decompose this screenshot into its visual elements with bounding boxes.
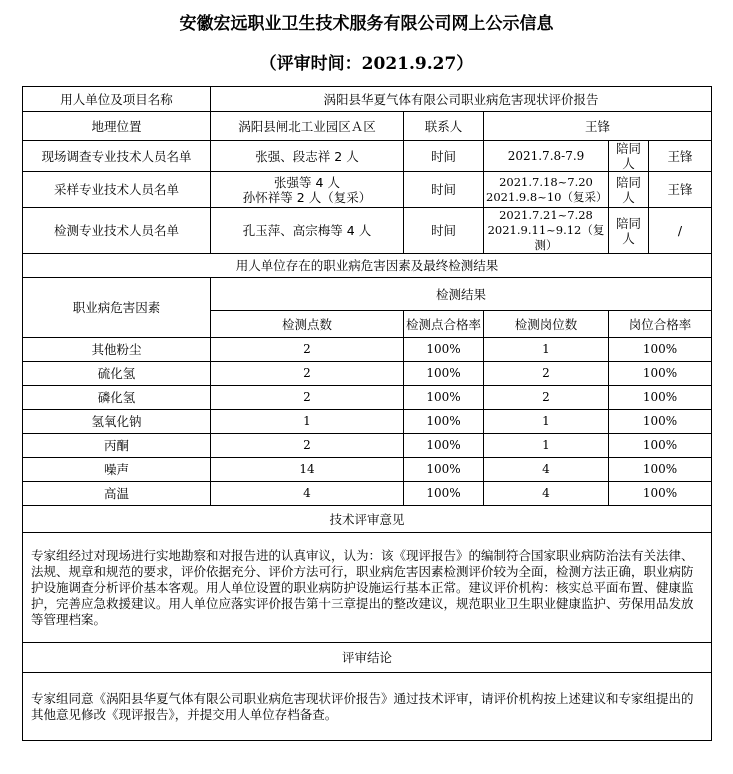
conclusion-text: 专家组同意《涡阳县华夏气体有限公司职业病危害现状评价报告》通过技术评审，请评价机构按上述建议和专家组提出的其他意见修改《现评报告》，并提交用人单位存档备查。 [23,673,712,741]
factor-cell: 氢氧化钠 [23,410,211,434]
column-header: 检测点合格率 [404,311,484,338]
point-rate-cell: 100% [404,434,484,458]
sampling-time-line: 2021.7.18~7.20 [499,174,593,189]
contact-label: 联系人 [404,112,484,141]
sampling-time-label: 时间 [404,172,484,208]
factor-cell: 丙酮 [23,434,211,458]
table-row [23,458,712,482]
point-rate-cell: 100% [404,482,484,506]
posts-cell: 2 [484,362,609,386]
testing-label: 检测专业技术人员名单 [23,208,211,254]
sampling-staff-line: 张强等 4 人 [274,174,340,190]
factor-cell: 硫化氢 [23,362,211,386]
conclusion-title: 评审结论 [23,643,712,673]
column-header: 检测点数 [211,311,404,338]
location-value: 涡阳县闸北工业园区Ａ区 [211,112,404,141]
post-rate-cell: 100% [609,338,712,362]
points-cell: 4 [211,482,404,506]
survey-time-label: 时间 [404,141,484,172]
survey-row [23,141,712,172]
results-header-row [23,278,712,311]
posts-cell: 2 [484,386,609,410]
sampling-label: 采样专业技术人员名单 [23,172,211,208]
factor-cell: 磷化氢 [23,386,211,410]
page-title: 安徽宏远职业卫生技术服务有限公司网上公示信息 [179,14,554,34]
results-title-row [23,254,712,278]
post-rate-cell: 100% [609,386,712,410]
point-rate-cell: 100% [404,386,484,410]
opinion-title-row [23,506,712,533]
point-rate-cell: 100% [404,410,484,434]
posts-cell: 1 [484,338,609,362]
table-row [23,410,712,434]
points-cell: 2 [211,434,404,458]
sampling-escort: 王锋 [649,172,712,208]
location-row [23,112,712,141]
testing-time [484,208,609,254]
post-rate-cell: 100% [609,458,712,482]
post-rate-cell: 100% [609,410,712,434]
survey-label: 现场调查专业技术人员名单 [23,141,211,172]
testing-time-label: 时间 [404,208,484,254]
review-date: （评审时间：2021.9.27） [259,54,474,74]
location-label: 地理位置 [23,112,211,141]
points-cell: 2 [211,386,404,410]
points-cell: 1 [211,410,404,434]
sampling-staff-line: 孙怀祥等 2 人（复采） [242,189,372,205]
results-section-title: 用人单位存在的职业病危害因素及最终检测结果 [23,254,712,278]
point-rate-cell: 100% [404,458,484,482]
opinion-row [23,533,712,643]
testing-row [23,208,712,254]
post-rate-cell: 100% [609,482,712,506]
opinion-title: 技术评审意见 [23,506,712,533]
contact-value: 王锋 [484,112,712,141]
table-row [23,434,712,458]
unit-row [23,87,712,112]
unit-value: 涡阳县华夏气体有限公司职业病危害现状评价报告 [211,87,712,112]
testing-time-line: 2021.7.21~7.28 [499,208,593,222]
testing-escort: / [649,208,712,254]
sampling-escort-label: 陪同人 [609,172,649,208]
points-cell: 2 [211,338,404,362]
survey-escort: 王锋 [649,141,712,172]
opinion-text: 专家组经过对现场进行实地勘察和对报告进的认真审议，认为：该《现评报告》的编制符合国家职业病防治法有关法律、法规、规章和规范的要求，评价依据充分、评价方法可行，职业病危害因素检测评价较为全面，检测方法正确，职业病防护设施调查分析评价基本客观。用人单位设置的职业病防护设施运行基本正常。建议评价机构：核实总平面布置、健康监护，完善应急救援建议。用人单位应落实评价报告第十三章提出的整改建议，规范职业卫生职业健康监护、劳保用品发放等管理档案。 [23,533,712,643]
survey-escort-label: 陪同人 [609,141,649,172]
table-row [23,362,712,386]
testing-time-line: 2021.9.11~9.12（复测） [487,223,605,252]
post-rate-cell: 100% [609,434,712,458]
conclusion-title-row [23,643,712,673]
survey-time: 2021.7.8-7.9 [484,141,609,172]
disclosure-table [22,86,712,741]
sampling-row [23,172,712,208]
testing-staff: 孔玉萍、高宗梅等 4 人 [211,208,404,254]
posts-cell: 1 [484,434,609,458]
unit-label: 用人单位及项目名称 [23,87,211,112]
sampling-staff [211,172,404,208]
factor-header: 职业病危害因素 [23,278,211,338]
factor-cell: 噪声 [23,458,211,482]
result-header: 检测结果 [211,278,712,311]
sampling-time [484,172,609,208]
point-rate-cell: 100% [404,338,484,362]
factor-cell: 其他粉尘 [23,338,211,362]
sampling-time-line: 2021.9.8~10（复采） [486,189,608,204]
table-row [23,482,712,506]
conclusion-row [23,673,712,741]
posts-cell: 4 [484,458,609,482]
points-cell: 14 [211,458,404,482]
testing-escort-label: 陪同人 [609,208,649,254]
table-row [23,338,712,362]
survey-staff: 张强、段志祥 2 人 [211,141,404,172]
table-row [23,386,712,410]
posts-cell: 4 [484,482,609,506]
column-header: 检测岗位数 [484,311,609,338]
points-cell: 2 [211,362,404,386]
posts-cell: 1 [484,410,609,434]
post-rate-cell: 100% [609,362,712,386]
factor-cell: 高温 [23,482,211,506]
column-header: 岗位合格率 [609,311,712,338]
point-rate-cell: 100% [404,362,484,386]
